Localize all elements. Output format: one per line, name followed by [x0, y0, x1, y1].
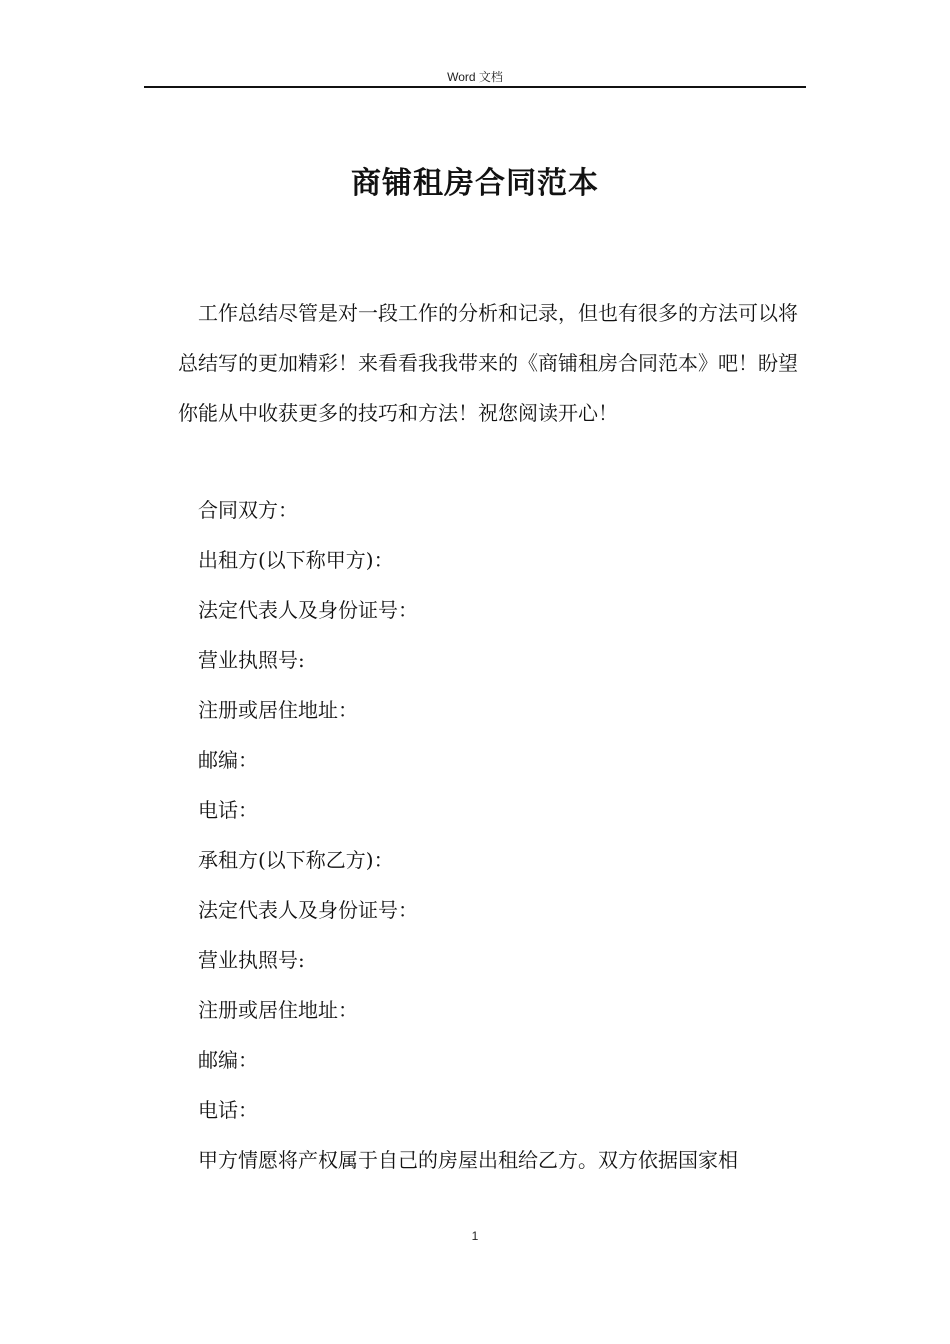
contract-line: 承租方(以下称乙方)：: [198, 848, 394, 872]
contract-line: 注册或居住地址：: [198, 998, 358, 1022]
contract-line: 邮编：: [198, 1048, 258, 1072]
document-title: 商铺租房合同范本: [351, 166, 599, 201]
contract-line: 电话：: [198, 1098, 258, 1122]
contract-line: 电话：: [198, 798, 258, 822]
intro-paragraph: 工作总结尽管是对一段工作的分析和记录，但也有很多的方法可以将总结写的更加精彩！来看看我我带来的《商铺租房合同范本》吧！盼望你能从中收获更多的技巧和方法！祝您阅读开心！: [178, 301, 798, 425]
contract-line: 营业执照号:: [198, 648, 305, 672]
header-divider: [144, 86, 806, 88]
contract-line: 法定代表人及身份证号：: [198, 898, 418, 922]
contract-line: 邮编：: [198, 748, 258, 772]
contract-line: 营业执照号:: [198, 948, 305, 972]
page-header: Word 文档: [447, 70, 503, 84]
contract-line: 出租方(以下称甲方)：: [198, 548, 394, 572]
contract-line: 甲方情愿将产权属于自己的房屋出租给乙方。双方依据国家相: [198, 1148, 738, 1172]
contract-line: 注册或居住地址：: [198, 698, 358, 722]
contract-line: 法定代表人及身份证号：: [198, 598, 418, 622]
contract-line: 合同双方：: [198, 498, 298, 522]
page-number: 1: [471, 1229, 479, 1243]
contract-lines: [198, 485, 808, 1185]
